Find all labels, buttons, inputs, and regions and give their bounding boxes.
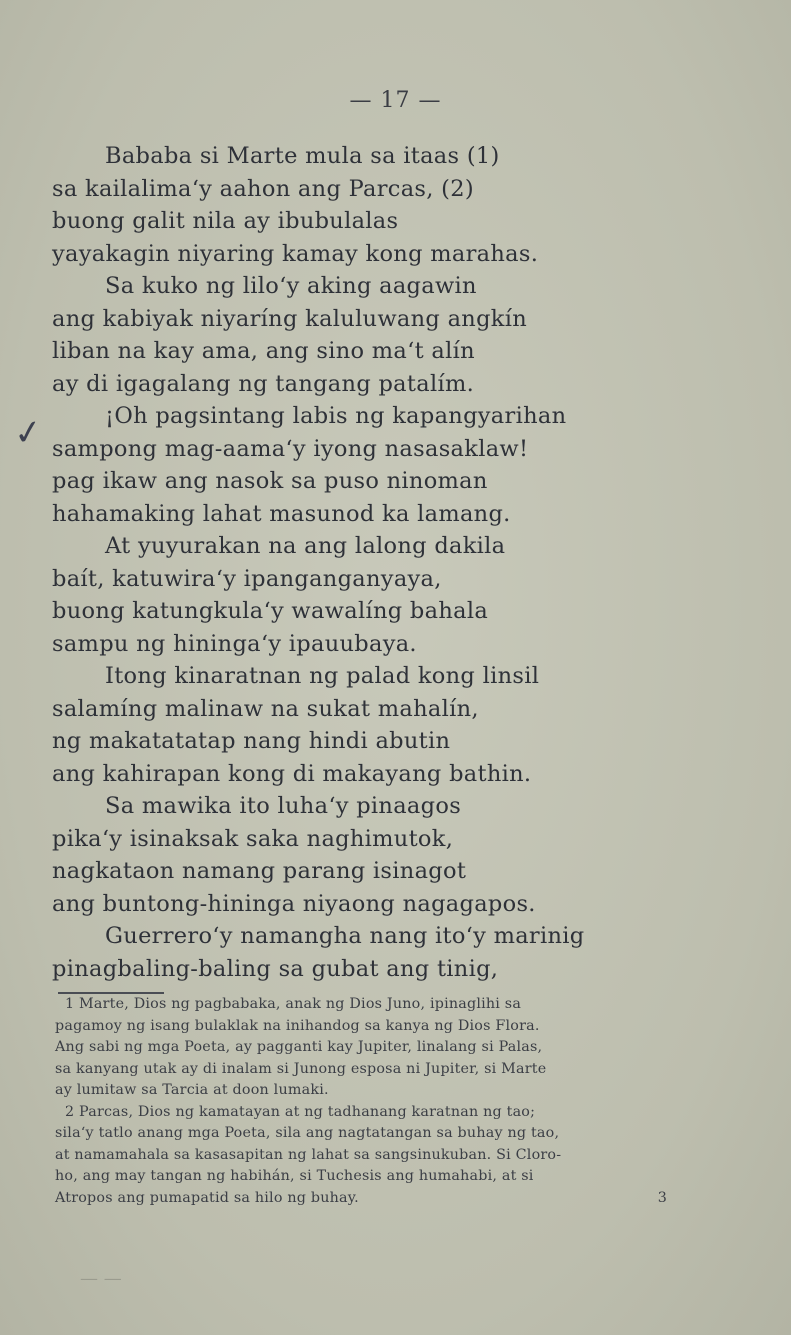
verse-line: sampu ng hininga‘y ipauubaya. [52,630,417,657]
footnote-line: Atropos ang pumapatid sa hilo ng buhay. [55,1189,359,1206]
footnote-line: pagamoy ng isang bulaklak na inihandog sa kanya ng Dios Flora. [55,1017,540,1034]
verse-line: liban na kay ama, ang sino ma‘t alín [52,338,475,364]
stanza [52,660,652,790]
stanza [52,790,652,920]
stanza [52,400,652,530]
verse-line: ay di igagalang ng tangang patalím. [52,370,475,397]
verse-line: At yuyurakan na ang lalong dakila [105,533,506,559]
verse-line: hahamaking lahat masunod ka lamang. [52,500,511,527]
verse-line: ¡Oh pagsintang labis ng kapangyarihan [105,403,567,429]
stanza [52,530,652,660]
verse-line: ang kabiyak niyaríng kaluluwang angkín [52,305,528,332]
verse-line: ang buntong-hininga niyaong nagagapos. [52,890,536,917]
pencil-check-mark: ✓ [11,411,46,455]
footnote-line: 2 Parcas, Dios ng kamatayan at ng tadhanang karatnan ng tao; [65,1103,536,1120]
verse-line: Guerrero‘y namangha nang ito‘y marinig [105,923,585,949]
verse-line: buong galit nila ay ibubulalas [52,208,399,234]
stanza [52,270,652,400]
verse-line: Sa mawika ito luha‘y pinaagos [105,793,462,819]
footnote-line: ay lumitaw sa Tarcia at doon lumaki. [55,1082,329,1098]
verse-line: sa kailalima‘y aahon ang Parcas, (2) [52,175,474,202]
page-number: — 17 — [349,88,442,113]
footnote-1 [55,994,675,1102]
verse-line: Sa kuko ng lilo‘y aking aagawin [105,273,477,299]
verse-line: Itong kinaratnan ng palad kong linsil [105,663,540,689]
verse-line: sampong mag-aama‘y iyong nasasaklaw! [52,435,529,462]
footnote-last-line [55,1188,667,1210]
verse-line: ng makatatatap nang hindi abutin [52,728,451,754]
verse-line: nagkataon namang parang isinagot [52,858,467,884]
footnotes [55,994,675,1209]
verse-line: pika‘y isinaksak saka naghimutok, [52,825,454,852]
verse-line: Bababa si Marte mula sa itaas (1) [105,143,500,169]
footnote-line: ho, ang may tangan ng habihán, si Tuchesis ang humahabi, at si [55,1168,534,1184]
verse-line: yayakagin niyaring kamay kong marahas. [52,240,539,267]
verse-line: pag ikaw ang nasok sa puso ninoman [52,468,488,494]
verse-line: salamíng malinaw na sukat mahalín, [52,695,479,722]
poem-body [52,140,652,985]
footnote-line: sa kanyang utak ay di inalam si Junong esposa ni Jupiter, si Marte [55,1060,547,1077]
signature-mark: 3 [657,1189,667,1206]
footnote-line: sila‘y tatlo anang mga Poeta, sila ang nagtatangan sa buhay ng tao, [55,1125,560,1141]
verse-line: pinagbaling-baling sa gubat ang tinig, [52,955,499,982]
stanza [52,920,652,985]
footnote-line: 1 Marte, Dios ng pagbabaka, anak ng Dios Juno, ipinaglihi sa [65,996,522,1012]
verse-line: baít, katuwira‘y ipanganganyaya, [52,565,442,592]
footnote-2 [55,1102,675,1210]
verse-line: buong katungkula‘y wawalíng bahala [52,598,489,624]
footnote-line: at namamahala sa kasasapitan ng lahat sa sangsinukuban. Si Cloro- [55,1146,562,1163]
footnote-line: Ang sabi ng mga Poeta, ay pagganti kay Jupiter, linalang si Palas, [55,1039,543,1055]
stanza [52,140,652,270]
faint-mark: — — [80,1268,122,1289]
verse-line: ang kahirapan kong di makayang bathin. [52,760,532,787]
